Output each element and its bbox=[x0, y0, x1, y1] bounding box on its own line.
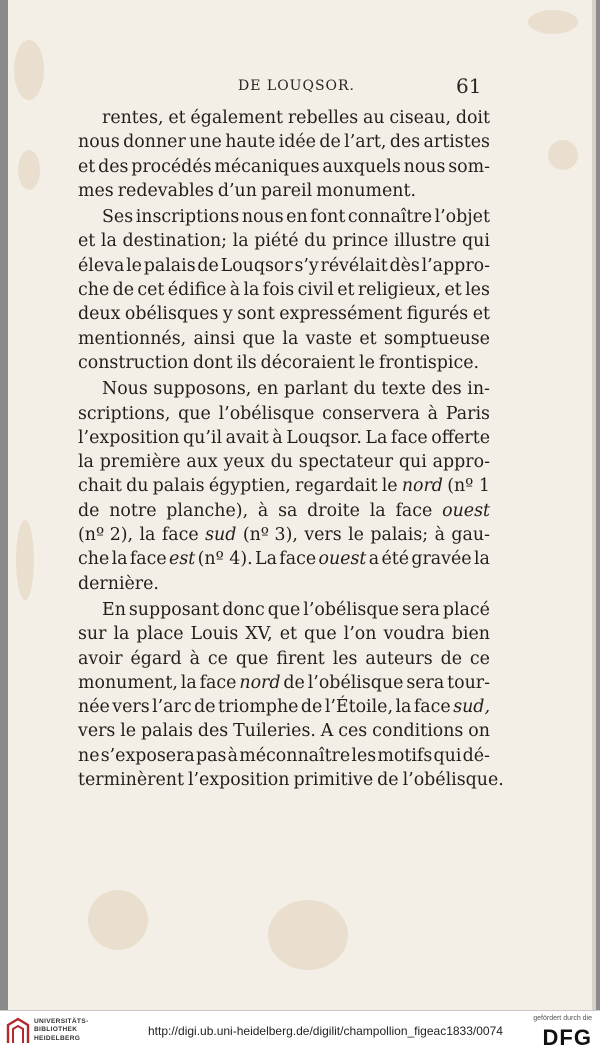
word: parlant bbox=[283, 379, 348, 400]
word: le bbox=[381, 476, 398, 497]
word: que bbox=[242, 328, 276, 349]
word: terminèrent bbox=[78, 770, 184, 791]
foxing-stain bbox=[548, 140, 578, 170]
institution-name bbox=[34, 1018, 88, 1043]
word: La bbox=[365, 427, 388, 448]
word: palais bbox=[141, 721, 193, 742]
word: redevables bbox=[117, 180, 214, 201]
word: (nº 4). bbox=[197, 549, 253, 570]
word: de bbox=[319, 132, 341, 153]
foxing-stain bbox=[14, 40, 44, 100]
text-line bbox=[78, 278, 490, 302]
word: Louqsor bbox=[220, 255, 293, 276]
word: égyptien, bbox=[208, 476, 291, 497]
text-line bbox=[78, 499, 490, 523]
word: droite bbox=[307, 500, 360, 521]
word: l’obélisque. bbox=[402, 770, 504, 791]
word: la bbox=[473, 549, 490, 570]
text-line bbox=[78, 474, 490, 498]
word: l’obélisque bbox=[218, 403, 315, 424]
word: sur bbox=[78, 624, 107, 645]
word: en bbox=[286, 207, 308, 228]
word: che bbox=[78, 280, 110, 301]
word: vers bbox=[78, 721, 116, 742]
word: sud bbox=[205, 525, 237, 546]
word: motifs bbox=[377, 745, 433, 766]
word: donc bbox=[222, 599, 265, 620]
word: mes bbox=[78, 180, 114, 201]
word: che bbox=[78, 549, 110, 570]
word: la bbox=[243, 280, 260, 301]
word: supposant bbox=[128, 599, 220, 620]
word: mécaniques bbox=[214, 156, 320, 177]
word: le bbox=[126, 255, 142, 276]
text-line bbox=[78, 426, 490, 450]
word: La bbox=[255, 549, 277, 570]
word: regardait bbox=[295, 476, 378, 497]
word: des bbox=[98, 156, 129, 177]
word: face bbox=[161, 525, 199, 546]
word: civil bbox=[297, 280, 334, 301]
word: En bbox=[102, 599, 126, 620]
word: face bbox=[413, 697, 451, 718]
word: s’y bbox=[294, 255, 319, 276]
word: prince bbox=[332, 231, 389, 252]
word: qui bbox=[462, 231, 490, 252]
word: est bbox=[169, 549, 196, 570]
word: décoraient bbox=[260, 352, 356, 373]
word: bien bbox=[451, 624, 490, 645]
word: inscriptions bbox=[135, 207, 240, 228]
word: la bbox=[282, 328, 299, 349]
foxing-stain bbox=[528, 10, 578, 34]
word: A bbox=[320, 721, 334, 742]
word: à bbox=[272, 427, 283, 448]
word: révélait bbox=[320, 255, 388, 276]
word: planche), bbox=[166, 500, 249, 521]
word: les bbox=[351, 745, 377, 766]
word: égard bbox=[130, 648, 182, 669]
word: vaste bbox=[305, 328, 353, 349]
word: la bbox=[180, 672, 197, 693]
word: qui bbox=[433, 745, 462, 766]
word: tour- bbox=[447, 672, 490, 693]
word: dès bbox=[389, 255, 420, 276]
word: spectateur bbox=[298, 452, 394, 473]
word: triomphe bbox=[217, 697, 299, 718]
word: et bbox=[78, 231, 96, 252]
text-line bbox=[78, 768, 504, 792]
word: des bbox=[197, 721, 229, 742]
word: face bbox=[395, 500, 433, 521]
word: de bbox=[78, 500, 100, 521]
word: et bbox=[472, 304, 490, 325]
word: que bbox=[267, 599, 301, 620]
word: yeux bbox=[223, 452, 265, 473]
word: palais bbox=[152, 476, 205, 497]
word: somptueuse bbox=[384, 328, 490, 349]
book-page bbox=[8, 0, 596, 1010]
word: née bbox=[78, 697, 110, 718]
word: de bbox=[194, 697, 216, 718]
word: gravée bbox=[411, 549, 472, 570]
word: et bbox=[279, 624, 298, 645]
word: sont bbox=[237, 304, 275, 325]
word: Nous bbox=[102, 379, 148, 400]
word: la bbox=[113, 624, 130, 645]
word: ouest bbox=[318, 549, 367, 570]
text-line bbox=[78, 598, 490, 622]
word: sera bbox=[406, 672, 445, 693]
word: la bbox=[139, 525, 156, 546]
institution-line: UNIVERSITÄTS- bbox=[34, 1018, 89, 1025]
viewer-footer bbox=[0, 1010, 600, 1053]
text-line bbox=[78, 327, 490, 351]
body-text bbox=[78, 106, 504, 792]
institution-line: HEIDELBERG bbox=[34, 1034, 81, 1042]
word: illustre bbox=[393, 231, 457, 252]
word: première bbox=[99, 452, 181, 473]
word: à bbox=[434, 525, 445, 546]
word: dé- bbox=[462, 745, 490, 766]
text-line bbox=[78, 547, 490, 571]
text-line bbox=[78, 179, 490, 203]
word: construction bbox=[78, 352, 189, 373]
word: voudra bbox=[383, 624, 445, 645]
word: ciseau, bbox=[389, 108, 452, 128]
word: l’obélisque bbox=[303, 599, 399, 620]
word: à bbox=[229, 280, 241, 301]
word: firent bbox=[276, 648, 325, 669]
word: conditions bbox=[372, 721, 464, 742]
word: du bbox=[353, 379, 376, 400]
word: conservera bbox=[322, 403, 420, 424]
word: frontispice. bbox=[378, 352, 480, 373]
word: en bbox=[256, 379, 279, 400]
word: y bbox=[222, 304, 233, 325]
word: du bbox=[270, 452, 293, 473]
word: les bbox=[465, 280, 490, 301]
word: éleva bbox=[78, 255, 125, 276]
word: sa bbox=[278, 500, 298, 521]
word: face bbox=[129, 549, 167, 570]
word: nord bbox=[401, 476, 443, 497]
page-edge-shadow bbox=[592, 0, 596, 1010]
word: pas bbox=[196, 745, 227, 766]
word: connaître bbox=[347, 207, 433, 228]
word: palais bbox=[143, 255, 196, 276]
word: que bbox=[235, 648, 269, 669]
word: ainsi bbox=[193, 328, 236, 349]
word: et bbox=[359, 328, 377, 349]
word: nous bbox=[241, 207, 284, 228]
word: du bbox=[304, 231, 327, 252]
word: été bbox=[381, 549, 410, 570]
word: également bbox=[190, 108, 284, 128]
text-line bbox=[78, 351, 490, 375]
word: et bbox=[444, 280, 462, 301]
word: ce bbox=[207, 648, 228, 669]
word: pareil bbox=[260, 180, 313, 201]
word: piété bbox=[254, 231, 299, 252]
word: à bbox=[257, 500, 269, 521]
word: qu’il bbox=[183, 427, 223, 448]
word: de bbox=[440, 648, 463, 669]
word: l’appro- bbox=[421, 255, 490, 276]
word: auxquels bbox=[322, 156, 401, 177]
text-line bbox=[78, 450, 490, 474]
word: Louis bbox=[190, 624, 239, 645]
word: dernière. bbox=[78, 573, 159, 594]
word: à bbox=[227, 745, 239, 766]
word: mentionnés, bbox=[78, 328, 187, 349]
word: dont bbox=[192, 352, 233, 373]
word: appro- bbox=[432, 452, 490, 473]
word: nous bbox=[78, 132, 120, 153]
permalink-url[interactable]: http://digi.ub.uni-heidelberg.de/digilit/champollion_figeac1833/0074 bbox=[148, 1024, 503, 1038]
word: la bbox=[100, 231, 117, 252]
text-line bbox=[78, 377, 490, 401]
word: monument, bbox=[78, 672, 178, 693]
word: religieux, bbox=[357, 280, 442, 301]
text-line bbox=[78, 254, 490, 278]
word: nord bbox=[239, 672, 281, 693]
text-line bbox=[78, 622, 490, 646]
word: et bbox=[168, 108, 186, 128]
word: primitive bbox=[293, 770, 374, 791]
word: et bbox=[78, 156, 96, 177]
word: fois bbox=[262, 280, 295, 301]
word: l’Étoile, bbox=[324, 697, 393, 718]
word: font bbox=[310, 207, 346, 228]
word: édifice bbox=[167, 280, 227, 301]
word: ils bbox=[236, 352, 257, 373]
word: l’on bbox=[343, 624, 377, 645]
word: face bbox=[279, 549, 317, 570]
word: auteurs bbox=[365, 648, 433, 669]
word: Tuileries. bbox=[233, 721, 316, 742]
word: les bbox=[332, 648, 358, 669]
word: texte bbox=[381, 379, 426, 400]
word: des bbox=[389, 132, 421, 153]
text-line bbox=[78, 229, 490, 253]
word: la bbox=[395, 697, 412, 718]
word: l’arc bbox=[152, 697, 192, 718]
word: d’un bbox=[217, 180, 257, 201]
word: procédés bbox=[131, 156, 212, 177]
word: offerte bbox=[431, 427, 490, 448]
word: avait bbox=[225, 427, 269, 448]
word: monument. bbox=[316, 180, 417, 201]
word: destination; bbox=[122, 231, 228, 252]
word: doit bbox=[455, 108, 490, 128]
dfg-logo: DFG bbox=[542, 1025, 592, 1050]
word: à bbox=[427, 403, 439, 424]
word: chait bbox=[78, 476, 122, 497]
foxing-stain bbox=[88, 890, 148, 950]
word: place bbox=[136, 624, 184, 645]
word: donner bbox=[123, 132, 186, 153]
word: aux bbox=[186, 452, 218, 473]
word: la bbox=[232, 231, 249, 252]
funder-note: gefördert durch die bbox=[533, 1015, 592, 1022]
word: la bbox=[369, 500, 386, 521]
word: gau- bbox=[451, 525, 490, 546]
word: (nº 2), bbox=[78, 525, 134, 546]
text-line bbox=[78, 647, 490, 671]
text-line bbox=[78, 402, 490, 426]
word: la bbox=[78, 452, 94, 473]
word: notre bbox=[109, 500, 157, 521]
foxing-stain bbox=[16, 520, 34, 600]
word: le bbox=[120, 721, 137, 742]
word: des bbox=[431, 379, 462, 400]
word: supposons, bbox=[153, 379, 252, 400]
word: de bbox=[283, 672, 305, 693]
word: et bbox=[337, 280, 355, 301]
word: haute bbox=[225, 132, 276, 153]
word: cet bbox=[137, 280, 165, 301]
word: face bbox=[390, 427, 428, 448]
word: artistes bbox=[423, 132, 490, 153]
word: (nº 1 bbox=[447, 476, 490, 497]
word: rentes, bbox=[102, 108, 164, 128]
word: palais; bbox=[370, 525, 429, 546]
word: au bbox=[363, 108, 385, 128]
word: idée bbox=[278, 132, 316, 153]
text-line bbox=[78, 302, 490, 326]
text-line bbox=[78, 106, 490, 130]
word: du bbox=[126, 476, 149, 497]
word: placé bbox=[442, 599, 490, 620]
word: le bbox=[359, 352, 375, 373]
word: vers bbox=[304, 525, 342, 546]
word: nous bbox=[403, 156, 446, 177]
word: qui bbox=[398, 452, 427, 473]
word: vers bbox=[112, 697, 150, 718]
word: Louqsor. bbox=[286, 427, 362, 448]
word: som- bbox=[448, 156, 490, 177]
word: l’exposition bbox=[187, 770, 290, 791]
word: face bbox=[199, 672, 237, 693]
word: de bbox=[300, 697, 323, 718]
word: deux bbox=[78, 304, 121, 325]
word: ne bbox=[78, 745, 100, 766]
page-number: 61 bbox=[456, 74, 482, 98]
word: s’exposera bbox=[100, 745, 195, 766]
text-line bbox=[78, 205, 490, 229]
word: de bbox=[197, 255, 219, 276]
word: méconnaître bbox=[239, 745, 351, 766]
word: a bbox=[368, 549, 380, 570]
word: avoir bbox=[78, 648, 123, 669]
text-line bbox=[78, 572, 490, 596]
word: l’objet bbox=[434, 207, 490, 228]
word: ouest bbox=[442, 500, 490, 521]
word: XV, bbox=[245, 624, 273, 645]
word: ce bbox=[469, 648, 490, 669]
running-head: DE LOUQSOR. bbox=[238, 78, 356, 94]
text-line bbox=[78, 744, 490, 768]
word: Paris bbox=[445, 403, 490, 424]
word: in- bbox=[467, 379, 490, 400]
word: la bbox=[111, 549, 128, 570]
word: de bbox=[377, 770, 399, 791]
word: que bbox=[178, 403, 211, 424]
word: (nº 3), bbox=[242, 525, 298, 546]
text-line bbox=[78, 719, 490, 743]
word: expressément bbox=[279, 304, 403, 325]
word: figurés bbox=[406, 304, 469, 325]
word: que bbox=[304, 624, 337, 645]
foxing-stain bbox=[18, 150, 40, 190]
word: le bbox=[348, 525, 364, 546]
word: scriptions, bbox=[78, 403, 171, 424]
word: une bbox=[189, 132, 222, 153]
word: ces bbox=[338, 721, 368, 742]
word: obélisques bbox=[124, 304, 219, 325]
university-library-logo-icon bbox=[6, 1017, 30, 1045]
word: l’exposition bbox=[78, 427, 180, 448]
foxing-stain bbox=[268, 900, 348, 970]
word: l’art, bbox=[344, 132, 387, 153]
word: rebelles bbox=[287, 108, 359, 128]
word: sera bbox=[401, 599, 440, 620]
text-line bbox=[78, 671, 490, 695]
text-line bbox=[78, 130, 490, 154]
word: l’obélisque bbox=[307, 672, 404, 693]
text-line bbox=[78, 695, 490, 719]
word: à bbox=[189, 648, 200, 669]
text-line bbox=[78, 523, 490, 547]
word: Ses bbox=[102, 207, 134, 228]
word: de bbox=[112, 280, 135, 301]
institution-line: BIBLIOTHEK bbox=[34, 1026, 78, 1034]
text-line bbox=[78, 155, 490, 179]
word: on bbox=[468, 721, 490, 742]
word: sud, bbox=[453, 697, 490, 718]
